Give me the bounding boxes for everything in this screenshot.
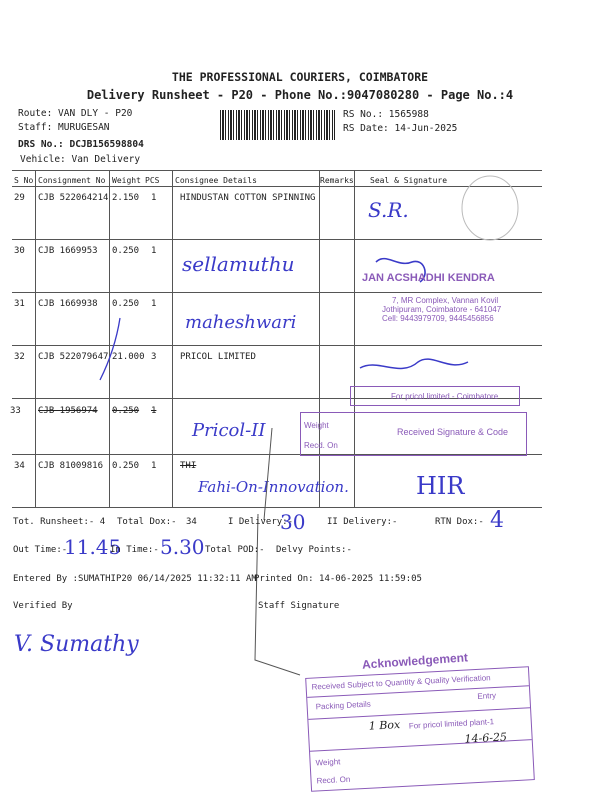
total-pod-label: Total POD:- — [205, 545, 265, 555]
pen-stroke — [100, 318, 120, 380]
cell-pcs: 1 — [151, 246, 157, 256]
company-title: THE PROFESSIONAL COURIERS, COIMBATORE — [171, 70, 429, 84]
stamp-weight-label: Weight — [304, 421, 329, 430]
total-dox-label: Total Dox:- — [117, 517, 177, 527]
cell-weight: 21.000 — [112, 352, 145, 362]
route-label: Route: VAN DLY - P20 — [18, 108, 133, 119]
ack-recd-on: Recd. On — [316, 774, 351, 786]
cell-pcs: 3 — [151, 352, 157, 362]
cell-consignee: THI — [180, 461, 197, 471]
pen-stroke — [255, 514, 300, 675]
cell-consignment: CJB 522064214 — [38, 193, 109, 203]
cell-consignment: CJB 1669953 — [38, 246, 98, 256]
cell-sno: 29 — [14, 193, 25, 203]
received-signature-stamp — [300, 412, 527, 456]
rtn-dox-hand: 4 — [490, 508, 504, 533]
rs-no-label: RS No.: 1565988 — [343, 109, 429, 120]
i-delivery-hand: 30 — [280, 510, 306, 534]
cell-pcs: 1 — [151, 299, 157, 309]
kendra-address-1: 7, MR Complex, Vannan Kovil — [392, 296, 499, 305]
tot-runsheet: Tot. Runsheet:- 4 — [13, 517, 106, 527]
header-pcs: PCS — [145, 176, 160, 185]
cell-consignment: CJB 81009816 — [38, 461, 104, 471]
handwritten-consignee: Fahi-On-Innovation. — [198, 478, 349, 496]
printed-on: Printed On: 14-06-2025 11:59:05 — [254, 574, 422, 584]
cell-consignment: CJB 1669938 — [38, 299, 98, 309]
kendra-title: JAN ACSHADHI KENDRA — [362, 272, 495, 284]
cell-pcs: 1 — [151, 461, 157, 471]
staff-label: Staff: MURUGESAN — [18, 122, 110, 133]
delvy-points-label: Delvy Points:- — [276, 545, 352, 555]
header-sno: S No — [14, 176, 34, 185]
drs-label: DRS No.: DCJB156598804 — [18, 139, 144, 150]
ack-weight: Weight — [315, 757, 341, 768]
signature-29: S.R. — [368, 198, 409, 222]
cell-sno: 34 — [14, 461, 25, 471]
rs-date-label: RS Date: 14-Jun-2025 — [343, 123, 458, 134]
cell-weight: 2.150 — [112, 193, 140, 203]
ii-delivery-label: II Delivery:- — [327, 517, 398, 527]
pen-stroke — [264, 428, 272, 520]
header-consignment: Consignment No — [38, 176, 106, 185]
cell-weight: 0.250 — [112, 299, 140, 309]
cell-consignee: HINDUSTAN COTTON SPINNING — [180, 193, 316, 203]
header-remarks: Remarks — [320, 176, 354, 185]
rtn-dox-label: RTN Dox:- — [435, 517, 484, 527]
cell-pcs: 1 — [151, 193, 157, 203]
header-seal: Seal & Signature — [370, 176, 448, 185]
pen-stroke — [360, 359, 468, 368]
header-consignee: Consignee Details — [175, 176, 257, 185]
header-weight: Weight — [112, 176, 141, 185]
out-time-hand: 11.45 — [64, 535, 122, 559]
cell-sno: 32 — [14, 352, 25, 362]
cell-weight: 0.250 — [112, 461, 140, 471]
cell-weight: 0.250 — [112, 246, 140, 256]
signature-34: HIR — [416, 472, 465, 500]
runsheet-subtitle: Delivery Runsheet - P20 - Phone No.:9047080280 - Page No.:4 — [86, 88, 514, 102]
in-time-label: In Time:- — [110, 545, 159, 555]
ack-title: Acknowledgement — [361, 650, 469, 672]
cell-consignment: CJB 1956974 — [38, 406, 98, 416]
handwritten-consignee: sellamuthu — [182, 252, 295, 276]
pricol-stamp-banner: For pricol limited - Coimbatore — [350, 386, 520, 406]
staff-signature-label: Staff Signature — [258, 601, 340, 611]
handwritten-consignee: Pricol-II — [192, 420, 266, 441]
stamp-recd-on-label: Recd. On — [304, 441, 338, 450]
acknowledgement-stamp — [305, 666, 535, 792]
ack-hand-box: 1 Box — [368, 718, 401, 733]
kendra-address-2: Jothipuram, Coimbatore - 641047 — [382, 305, 502, 314]
vehicle-label: Vehicle: Van Delivery — [20, 154, 141, 165]
i-delivery-label: I Delivery:- — [228, 517, 294, 527]
entered-by: Entered By :SUMATHIP20 06/14/2025 11:32:11 AM — [13, 574, 257, 584]
cell-consignee: PRICOL LIMITED — [180, 352, 256, 362]
cell-sno: 30 — [14, 246, 25, 256]
ack-pricol: For pricol limited plant-1 — [408, 717, 495, 731]
total-dox-value: 34 — [186, 517, 197, 527]
ack-entry: Entry — [477, 690, 497, 701]
cell-pcs: 1 — [151, 406, 157, 416]
cell-sno: 31 — [14, 299, 25, 309]
ack-received-line: Received Subject to Quantity & Quality Verification — [311, 673, 491, 692]
out-time-label: Out Time:- — [13, 545, 68, 555]
ack-packing: Packing Details — [315, 699, 372, 712]
verified-by-label: Verified By — [13, 601, 73, 611]
kendra-cell: Cell: 9443979709, 9445456856 — [382, 314, 494, 323]
verifier-signature: V. Sumathy — [14, 632, 139, 657]
cell-consignment: CJB 522079647 — [38, 352, 109, 362]
cell-sno: 33 — [10, 406, 21, 416]
ack-hand-date: 14-6-25 — [464, 730, 508, 746]
handwritten-consignee: maheshwari — [185, 312, 297, 333]
in-time-hand: 5.30 — [160, 535, 205, 559]
cell-weight: 0.250 — [112, 406, 140, 416]
stamp-received-signature: Received Signature & Code — [397, 427, 509, 437]
kendra-stamp — [362, 272, 562, 323]
faint-seal-outline — [462, 176, 518, 240]
